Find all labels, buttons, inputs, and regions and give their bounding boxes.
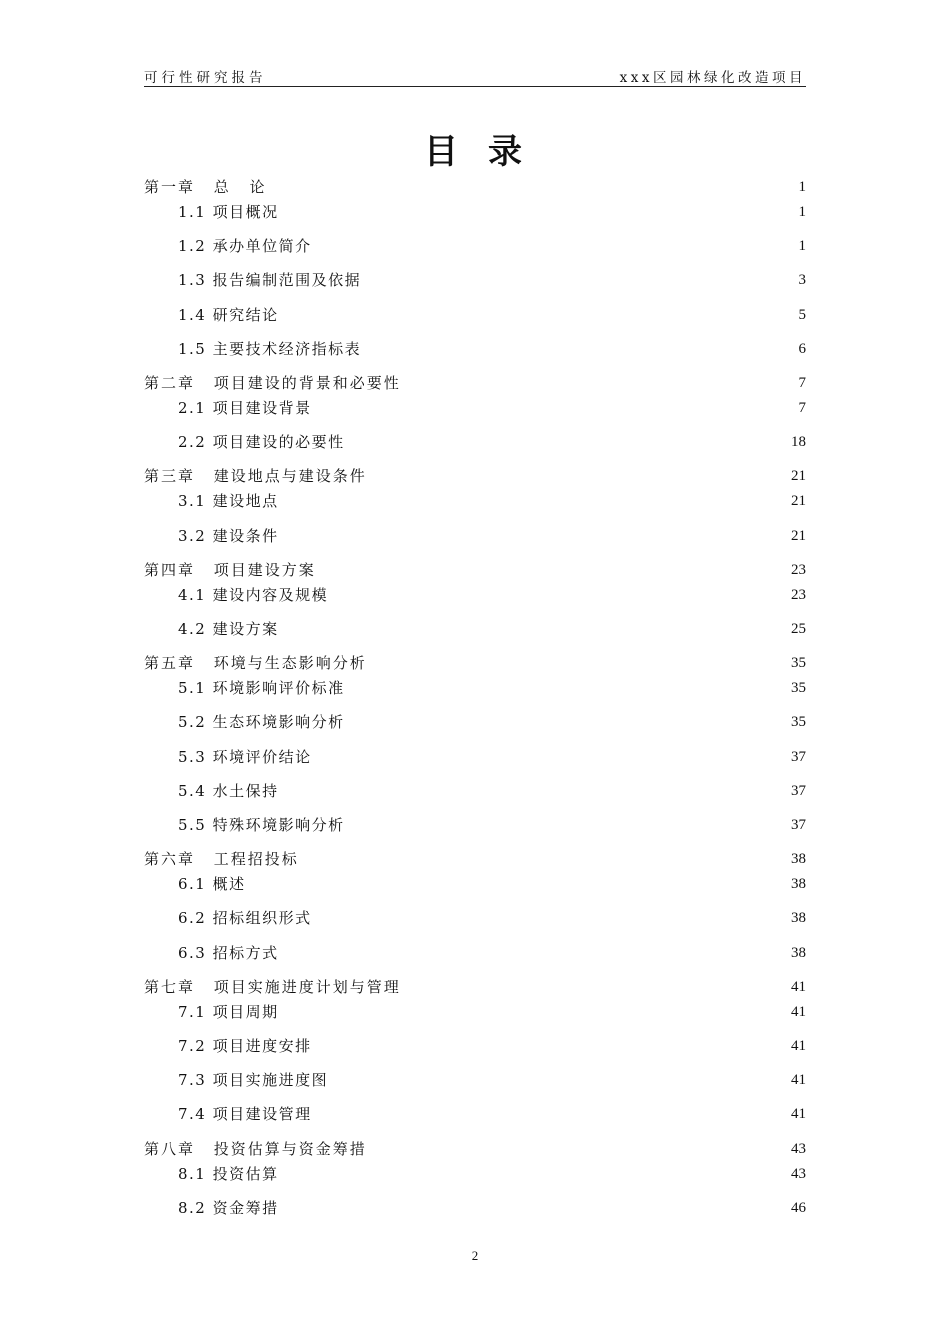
toc-entry-page: 35 — [791, 680, 806, 696]
toc-entry-page: 23 — [791, 562, 806, 578]
toc-entry-page: 25 — [791, 621, 806, 637]
toc-entry-page: 41 — [791, 1106, 806, 1122]
toc-section-entry[interactable] — [144, 338, 806, 360]
toc-section-entry[interactable] — [144, 269, 806, 291]
toc-section-entry[interactable] — [144, 490, 806, 512]
toc-entry-label: 6.1 概述 — [178, 875, 246, 893]
toc-entry-label: 8.2 资金筹措 — [178, 1199, 279, 1217]
toc-section-entry[interactable] — [144, 1069, 806, 1091]
toc-chapter-entry[interactable] — [144, 465, 806, 487]
toc-entry-page: 41 — [791, 979, 806, 995]
toc-section-entry[interactable] — [144, 1197, 806, 1219]
toc-entry-label: 8.1 投资估算 — [178, 1165, 279, 1183]
toc-chapter-entry[interactable] — [144, 372, 806, 394]
toc-entry-label: 5.1 环境影响评价标准 — [178, 679, 345, 697]
toc-entry-label: 第六章 工程招投标 — [144, 850, 299, 868]
toc-entry-page: 21 — [791, 493, 806, 509]
toc-entry-label: 4.2 建设方案 — [178, 620, 279, 638]
toc-chapter-entry[interactable] — [144, 559, 806, 581]
toc-section-entry[interactable] — [144, 397, 806, 419]
toc-entry-page: 18 — [791, 434, 806, 450]
toc-chapter-entry[interactable] — [144, 1138, 806, 1160]
toc-section-entry[interactable] — [144, 1001, 806, 1023]
toc-entry-page: 35 — [791, 655, 806, 671]
toc-section-entry[interactable] — [144, 431, 806, 453]
toc-section-entry[interactable] — [144, 711, 806, 733]
toc-chapter-entry[interactable] — [144, 848, 806, 870]
toc-entry-label: 第二章 项目建设的背景和必要性 — [144, 374, 401, 392]
toc-chapter-entry[interactable] — [144, 176, 806, 198]
toc-section-entry[interactable] — [144, 780, 806, 802]
toc-entry-page: 1 — [798, 238, 806, 254]
toc-entry-page: 41 — [791, 1004, 806, 1020]
toc-entry-label: 5.3 环境评价结论 — [178, 748, 312, 766]
toc-section-entry[interactable] — [144, 525, 806, 547]
toc-entry-label: 7.4 项目建设管理 — [178, 1105, 312, 1123]
toc-entry-page: 46 — [791, 1200, 806, 1216]
toc-entry-page: 7 — [798, 375, 806, 391]
toc-entry-page: 37 — [791, 749, 806, 765]
toc-entry-page: 1 — [798, 204, 806, 220]
toc-entry-label: 2.2 项目建设的必要性 — [178, 433, 345, 451]
page-number: 2 — [471, 1248, 479, 1263]
toc-entry-label: 5.4 水土保持 — [178, 782, 279, 800]
toc-section-entry[interactable] — [144, 304, 806, 326]
toc-entry-label: 6.2 招标组织形式 — [178, 909, 312, 927]
toc-chapter-entry[interactable] — [144, 652, 806, 674]
toc-entry-page: 38 — [791, 910, 806, 926]
toc-entry-page: 3 — [798, 272, 806, 288]
toc-entry-label: 第三章 建设地点与建设条件 — [144, 467, 367, 485]
toc-entry-label: 5.5 特殊环境影响分析 — [178, 816, 345, 834]
toc-entry-page: 41 — [791, 1072, 806, 1088]
toc-section-entry[interactable] — [144, 1035, 806, 1057]
toc-entry-label: 4.1 建设内容及规模 — [178, 586, 329, 604]
toc-entry-label: 第五章 环境与生态影响分析 — [144, 654, 367, 672]
toc-section-entry[interactable] — [144, 1103, 806, 1125]
toc-entry-page: 43 — [791, 1141, 806, 1157]
toc-section-entry[interactable] — [144, 1163, 806, 1185]
toc-section-entry[interactable] — [144, 942, 806, 964]
toc-section-entry[interactable] — [144, 746, 806, 768]
toc-entry-page: 6 — [798, 341, 806, 357]
toc-entry-page: 37 — [791, 817, 806, 833]
toc-section-entry[interactable] — [144, 814, 806, 836]
toc-entry-label: 5.2 生态环境影响分析 — [178, 713, 345, 731]
toc-entry-page: 23 — [791, 587, 806, 603]
toc-entry-label: 1.3 报告编制范围及依据 — [178, 271, 362, 289]
header-left-text: 可行性研究报告 — [144, 70, 267, 86]
toc-entry-label: 2.1 项目建设背景 — [178, 399, 312, 417]
toc-section-entry[interactable] — [144, 873, 806, 895]
toc-entry-page: 7 — [798, 400, 806, 416]
toc-entry-label: 1.1 项目概况 — [178, 203, 279, 221]
toc-section-entry[interactable] — [144, 907, 806, 929]
toc-entry-page: 21 — [791, 468, 806, 484]
toc-entry-label: 第四章 项目建设方案 — [144, 561, 316, 579]
toc-entry-label: 1.5 主要技术经济指标表 — [178, 340, 362, 358]
toc-section-entry[interactable] — [144, 677, 806, 699]
toc-entry-page: 43 — [791, 1166, 806, 1182]
toc-entry-label: 7.3 项目实施进度图 — [178, 1071, 329, 1089]
header-right-text: xxx区园林绿化改造项目 — [619, 70, 806, 86]
toc-entry-label: 第一章 总 论 — [144, 178, 267, 196]
toc-entry-page: 5 — [798, 307, 806, 323]
toc-chapter-entry[interactable] — [144, 976, 806, 998]
toc-entry-label: 1.2 承办单位简介 — [178, 237, 312, 255]
toc-entry-label: 6.3 招标方式 — [178, 944, 279, 962]
toc-entry-page: 21 — [791, 528, 806, 544]
toc-entry-page: 41 — [791, 1038, 806, 1054]
toc-entry-label: 7.2 项目进度安排 — [178, 1037, 312, 1055]
page-header — [144, 66, 806, 87]
toc-entry-page: 38 — [791, 851, 806, 867]
toc-entry-label: 第七章 项目实施进度计划与管理 — [144, 978, 401, 996]
toc-entry-label: 7.1 项目周期 — [178, 1003, 279, 1021]
toc-entry-page: 35 — [791, 714, 806, 730]
toc-entry-page: 37 — [791, 783, 806, 799]
toc-entry-page: 38 — [791, 876, 806, 892]
toc-entry-label: 3.2 建设条件 — [178, 527, 279, 545]
toc-entry-label: 1.4 研究结论 — [178, 306, 279, 324]
toc-title: 目录 — [424, 132, 552, 172]
toc-section-entry[interactable] — [144, 235, 806, 257]
toc-section-entry[interactable] — [144, 618, 806, 640]
toc-section-entry[interactable] — [144, 584, 806, 606]
toc-entry-page: 1 — [798, 179, 806, 195]
toc-entry-label: 3.1 建设地点 — [178, 492, 279, 510]
toc-entry-label: 第八章 投资估算与资金筹措 — [144, 1140, 367, 1158]
toc-section-entry[interactable] — [144, 201, 806, 223]
toc-entry-page: 38 — [791, 945, 806, 961]
